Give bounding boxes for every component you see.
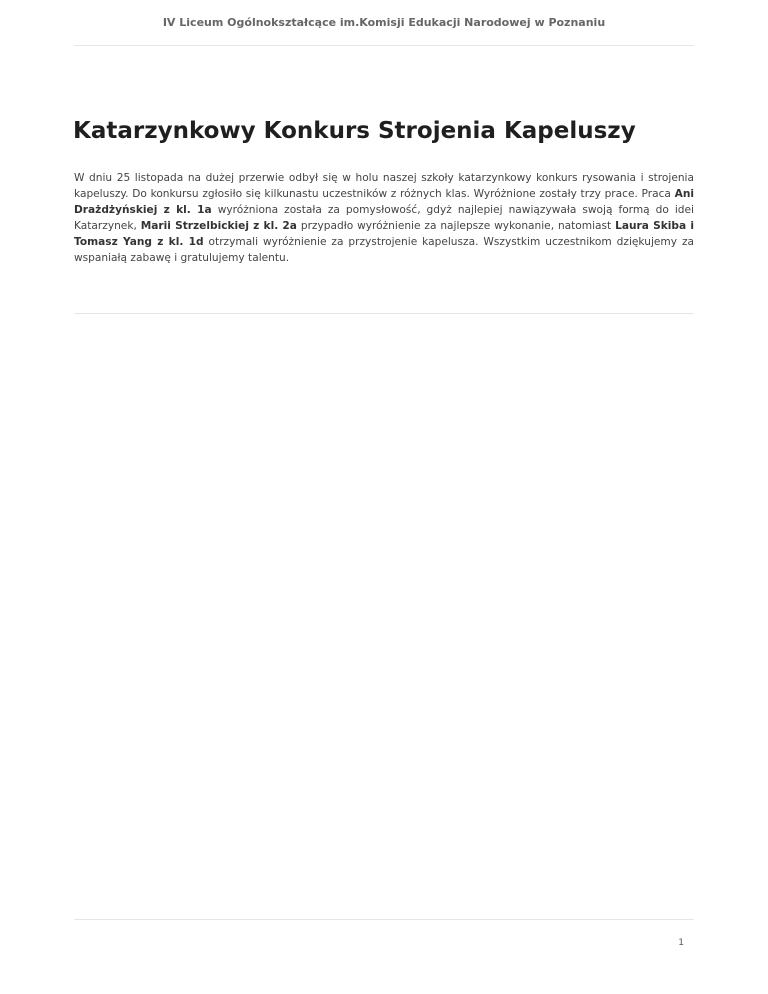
winner-name-2: Marii Strzelbickiej z kl. 2a (140, 220, 297, 232)
document-header: IV Liceum Ogólnokształcące im.Komisji Edukacji Narodowej w Poznaniu (162, 16, 606, 29)
article-title: Katarzynkowy Konkurs Strojenia Kapeluszy (73, 118, 636, 144)
page-number: 1 (678, 938, 684, 948)
header-divider (74, 45, 694, 46)
paragraph-text-3: przypadło wyróżnienie za najlepsze wykonanie, natomiast (296, 220, 616, 232)
paragraph-text-1: W dniu 25 listopada na dużej przerwie odbył się w holu naszej szkoły katarzynkowy konkurs rysowania i strojenia kapeluszy. Do konkursu zgłosiło się kilkunastu uczestników z różnych klas. Wyróżnione zostały trzy prace. Praca (74, 172, 694, 200)
paragraph-text-2: wyróżniona została za pomysłowość, gdyż najlepiej nawiązywała swoją formą do idei Katarzynek, (74, 204, 694, 232)
winner-name-1: Ani Drażdżyńskiej z kl. 1a (74, 188, 694, 216)
winner-name-3: Laura Skiba i Tomasz Yang z kl. 1d (74, 220, 694, 248)
footer-divider (74, 919, 694, 920)
article-paragraph (74, 170, 694, 266)
paragraph-text-4: otrzymali wyróżnienie za przystrojenie kapelusza. Wszystkim uczestnikom dziękujemy za wspaniałą zabawę i gratulujemy talentu. (74, 236, 694, 264)
content-divider (74, 313, 694, 314)
